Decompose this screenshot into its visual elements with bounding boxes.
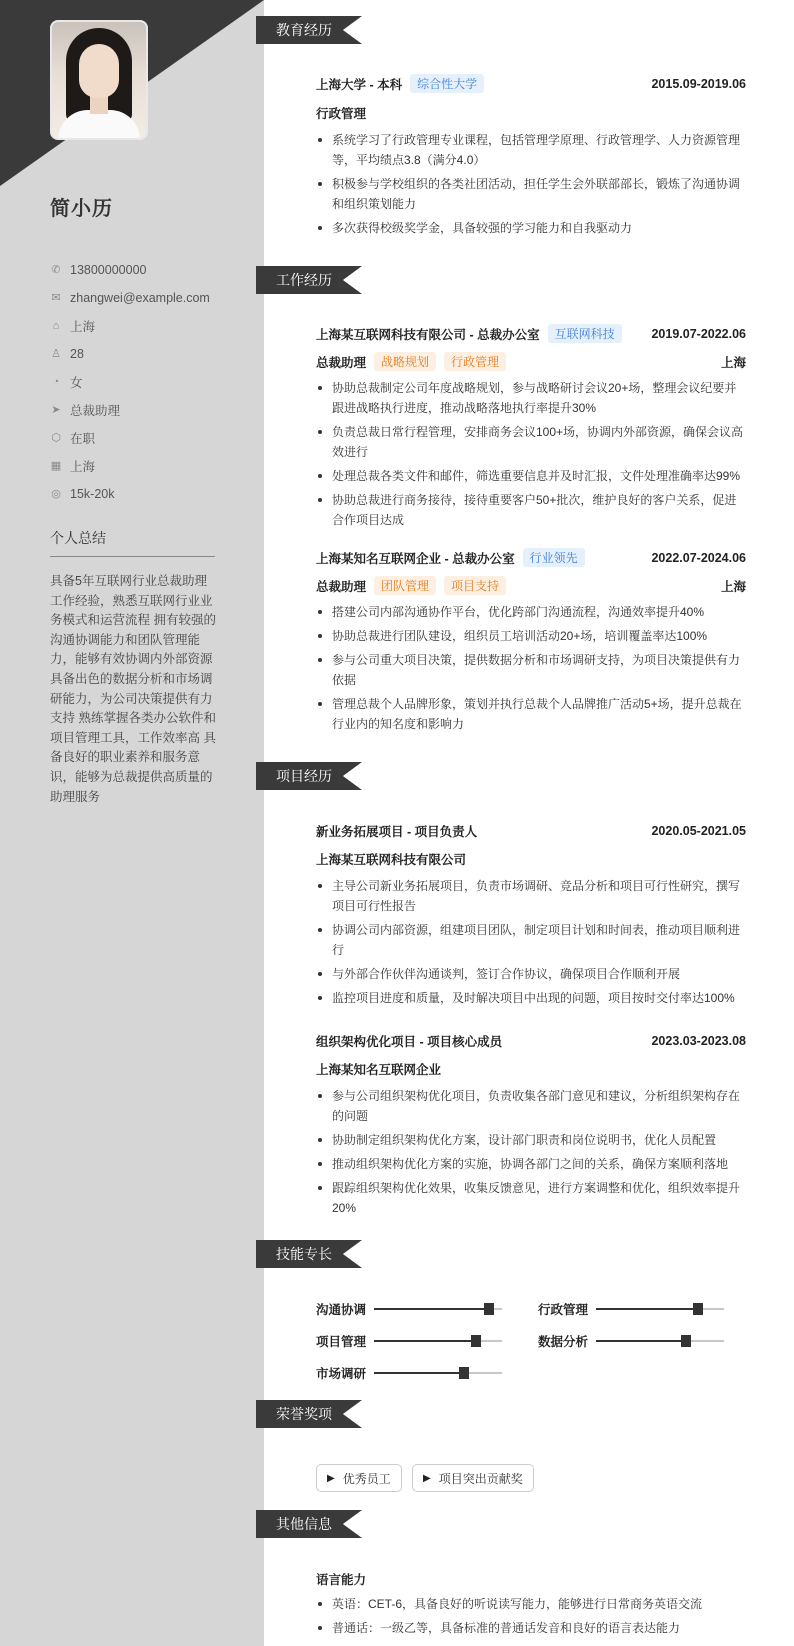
list-item: 积极参与学校组织的各类社团活动，担任学生会外联部部长，锻炼了沟通协调和组织策划能力: [316, 174, 748, 214]
education-header: [316, 74, 746, 93]
skill-tag: 团队管理: [374, 576, 436, 595]
job-title: 总裁助理: [316, 355, 367, 370]
project-1-bullets: [316, 876, 748, 1012]
project-1-company-row: [316, 850, 746, 868]
list-item: 协助总裁进行商务接待，接待重要客户50+批次，维护良好的客户关系，促进合作项目达成: [316, 490, 748, 530]
skill-name: 市场调研: [316, 1367, 367, 1381]
work-1-role-row: [316, 352, 746, 371]
skill-item: [316, 1300, 502, 1318]
skill-name: 沟通协调: [316, 1303, 367, 1317]
skill-level-marker: [459, 1367, 469, 1379]
phone-icon: ✆: [51, 264, 61, 276]
list-item: 负责总裁日常行程管理，安排商务会议100+场，协调内外部资源，确保会议高效进行: [316, 422, 748, 462]
work-1-bullets: [316, 378, 748, 534]
skill-bar: [596, 1308, 724, 1310]
project-2-company-row: [316, 1060, 746, 1078]
info-text: 15k-20k: [70, 487, 115, 501]
skill-level-marker: [693, 1303, 703, 1315]
other-subtitle: 语言能力: [316, 1573, 367, 1587]
age-icon: ♙: [51, 348, 61, 360]
project-date: 2023.03-2023.08: [651, 1034, 746, 1048]
info-text: 28: [70, 347, 84, 361]
info-text: 女: [70, 376, 83, 390]
skill-item: [316, 1364, 502, 1382]
info-gender: [50, 368, 220, 396]
list-item: 英语：CET-6，具备良好的听说读写能力，能够进行日常商务英语交流: [316, 1594, 748, 1614]
info-job: [50, 396, 220, 424]
info-city: [50, 452, 220, 480]
school-tag: 综合性大学: [410, 74, 484, 93]
job-title: 总裁助理: [316, 579, 367, 594]
summary-text: 具备5年互联网行业总裁助理工作经验，熟悉互联网行业业务模式和运营流程 拥有较强的沟通协调能力和团队管理能力，能够有效协调内外部资源 具备出色的数据分析和市场调研能力，为公司决策提供有力支持 熟练掌握各类办公软件和项目管理工具，工作效率高 具备良好的职业素养和服务意识，能够为总裁提供高质量的助理服务: [50, 574, 216, 804]
school-name: 上海大学 - 本科: [316, 77, 403, 92]
work-date: 2022.07-2024.06: [651, 550, 746, 565]
skill-tag: 战略规划: [374, 352, 436, 371]
status-icon: ⬡: [51, 432, 61, 444]
salary-icon: ◎: [51, 488, 61, 500]
list-item: 多次获得校级奖学金，具备较强的学习能力和自我驱动力: [316, 218, 748, 238]
section-header-awards: 荣誉奖项: [256, 1400, 362, 1428]
skill-item: [316, 1332, 502, 1350]
work-1-header: [316, 324, 746, 343]
education-bullets: [316, 130, 748, 242]
info-text: 上海: [70, 320, 96, 334]
work-2-role-row: [316, 576, 746, 595]
other-subtitle-row: [316, 1570, 746, 1588]
info-text: 在职: [70, 432, 96, 446]
skill-level-marker: [471, 1335, 481, 1347]
section-header-other: 其他信息: [256, 1510, 362, 1538]
award-badge: [316, 1464, 402, 1492]
project-1-header: [316, 822, 746, 840]
list-item: 参与公司组织架构优化项目，负责收集各部门意见和建议，分析组织架构存在的问题: [316, 1086, 748, 1126]
list-item: 系统学习了行政管理专业课程，包括管理学原理、行政管理学、人力资源管理等，平均绩点3.8（满分4.0）: [316, 130, 748, 170]
company-tag: 行业领先: [523, 548, 585, 567]
award-label: 项目突出贡献奖: [438, 1471, 523, 1486]
skill-name: 数据分析: [538, 1335, 589, 1349]
info-phone: [50, 256, 220, 284]
section-header-project: 项目经历: [256, 762, 362, 790]
email-icon: ✉: [51, 292, 61, 304]
project-2-bullets: [316, 1086, 748, 1222]
project-title: 组织架构优化项目 - 项目核心成员: [316, 1035, 503, 1049]
education-date: 2015.09-2019.06: [651, 76, 746, 91]
resume-name: 简小历: [50, 198, 113, 220]
list-item: 协助总裁进行团队建设，组织员工培训活动20+场，培训覆盖率达100%: [316, 626, 748, 646]
avatar: [50, 20, 148, 140]
info-text: zhangwei@example.com: [70, 291, 210, 305]
skill-name: 行政管理: [538, 1303, 589, 1317]
info-email: [50, 284, 220, 312]
skill-bar: [596, 1340, 724, 1342]
project-2-header: [316, 1032, 746, 1050]
info-location: [50, 312, 220, 340]
work-2-header: [316, 548, 746, 567]
other-bullets: [316, 1594, 748, 1642]
project-title: 新业务拓展项目 - 项目负责人: [316, 825, 478, 839]
list-item: 协助制定组织架构优化方案，设计部门职责和岗位说明书，优化人员配置: [316, 1130, 748, 1150]
info-text: 上海: [70, 460, 96, 474]
city-icon: ▦: [50, 460, 62, 472]
info-status: [50, 424, 220, 452]
project-company: 上海某互联网科技有限公司: [316, 853, 467, 867]
company-name: 上海某知名互联网企业 - 总裁办公室: [316, 551, 515, 566]
skill-item: [538, 1300, 724, 1318]
company-tag: 互联网科技: [548, 324, 622, 343]
play-icon: ▶: [327, 1472, 335, 1484]
skill-bar: [374, 1372, 502, 1374]
work-2-bullets: [316, 602, 748, 738]
list-item: 协助总裁制定公司年度战略规划，参与战略研讨会议20+场，整理会议纪要并跟进战略执行进度，推动战略落地执行率提升30%: [316, 378, 748, 418]
list-item: 普通话：一级乙等，具备标准的普通话发音和良好的语言表达能力: [316, 1618, 748, 1638]
info-text: 13800000000: [70, 263, 147, 277]
section-header-education: 教育经历: [256, 16, 362, 44]
list-item: 参与公司重大项目决策，提供数据分析和市场调研支持，为项目决策提供有力依据: [316, 650, 748, 690]
project-company: 上海某知名互联网企业: [316, 1063, 442, 1077]
award-label: 优秀员工: [342, 1471, 391, 1486]
section-header-work: 工作经历: [256, 266, 362, 294]
list-item: 主导公司新业务拓展项目，负责市场调研、竞品分析和项目可行性研究，撰写项目可行性报告: [316, 876, 748, 916]
list-item: 搭建公司内部沟通协作平台，优化跨部门沟通流程，沟通效率提升40%: [316, 602, 748, 622]
gender-icon: ◔: [52, 376, 60, 388]
sidebar: [0, 0, 264, 1646]
project-date: 2020.05-2021.05: [651, 824, 746, 838]
summary-title: 个人总结: [50, 528, 215, 557]
skill-bar: [374, 1308, 502, 1310]
company-name: 上海某互联网科技有限公司 - 总裁办公室: [316, 327, 540, 342]
work-city: 上海: [720, 579, 746, 594]
education-major: 行政管理: [316, 107, 367, 121]
skill-level-marker: [484, 1303, 494, 1315]
job-icon: ➤: [51, 404, 61, 416]
list-item: 处理总裁各类文件和邮件，筛选重要信息并及时汇报，文件处理准确率达99%: [316, 466, 748, 486]
section-header-skills: 技能专长: [256, 1240, 362, 1268]
list-item: 跟踪组织架构优化效果，收集反馈意见，进行方案调整和优化，组织效率提升20%: [316, 1178, 748, 1218]
skill-name: 项目管理: [316, 1335, 367, 1349]
list-item: 与外部合作伙伴沟通谈判，签订合作协议，确保项目合作顺利开展: [316, 964, 748, 984]
list-item: 监控项目进度和质量，及时解决项目中出现的问题，项目按时交付率达100%: [316, 988, 748, 1008]
skill-item: [538, 1332, 724, 1350]
info-salary: [50, 480, 220, 508]
personal-info-list: [50, 256, 220, 508]
skill-tag: 行政管理: [444, 352, 506, 371]
info-age: [50, 340, 220, 368]
work-date: 2019.07-2022.06: [651, 326, 746, 341]
info-text: 总裁助理: [70, 404, 121, 418]
education-major-row: [316, 104, 746, 122]
list-item: 协调公司内部资源，组建项目团队，制定项目计划和时间表，推动项目顺利进行: [316, 920, 748, 960]
play-icon: ▶: [423, 1472, 431, 1484]
skill-level-marker: [681, 1335, 691, 1347]
list-item: 管理总裁个人品牌形象，策划并执行总裁个人品牌推广活动5+场，提升总裁在行业内的知名度和影响力: [316, 694, 748, 734]
location-icon: ⌂: [52, 320, 60, 332]
work-city: 上海: [720, 355, 746, 370]
skill-bar: [374, 1340, 502, 1342]
list-item: 推动组织架构优化方案的实施，协调各部门之间的关系，确保方案顺利落地: [316, 1154, 748, 1174]
skill-tag: 项目支持: [444, 576, 506, 595]
award-badge: [412, 1464, 534, 1492]
